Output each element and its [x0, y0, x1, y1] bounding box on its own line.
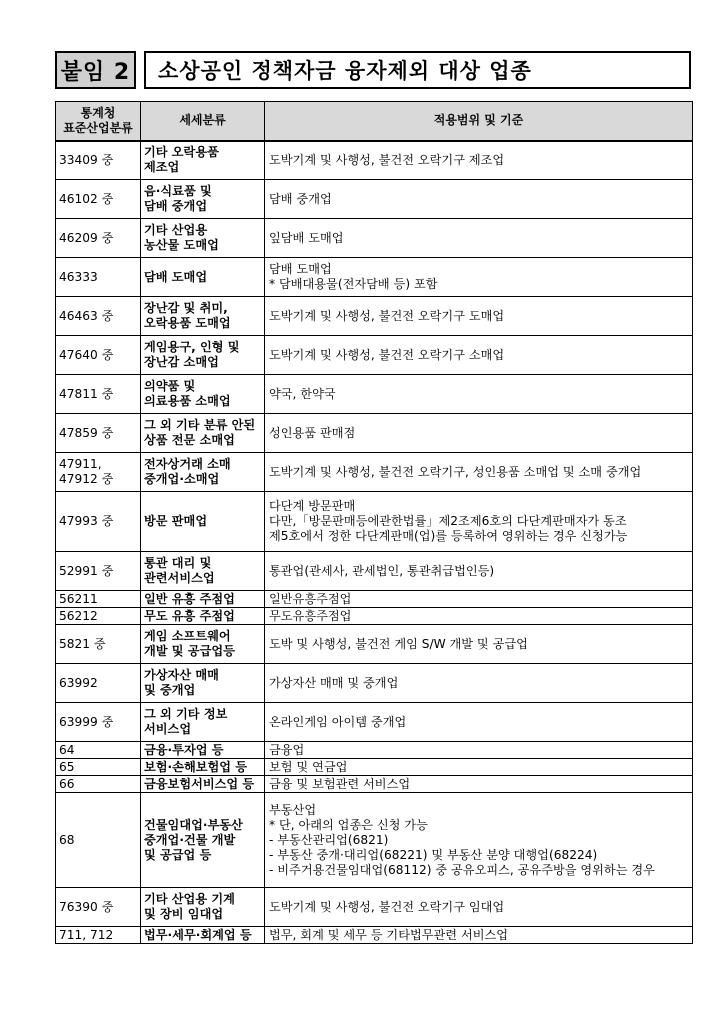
cell-code: 47859 중	[56, 414, 141, 453]
cell-criteria: 담배 중개업	[265, 180, 693, 219]
cell-classification: 장난감 및 취미, 오락용품 도매업	[141, 297, 265, 336]
cell-classification: 게임 소프트웨어 개발 및 공급업등	[141, 625, 265, 664]
cell-criteria: 법무, 회계 및 세무 등 기타법무관련 서비스업	[265, 927, 693, 944]
cell-criteria: 도박기계 및 사행성, 불건전 오락기구, 성인용품 소매업 및 소매 중개업	[265, 453, 693, 492]
cell-criteria: 약국, 한약국	[265, 375, 693, 414]
cell-criteria: 통관업(관세사, 관세법인, 통관취급법인등)	[265, 552, 693, 591]
table-row	[56, 141, 693, 180]
table-row	[56, 703, 693, 742]
cell-classification: 통관 대리 및 관련서비스업	[141, 552, 265, 591]
table-row	[56, 180, 693, 219]
cell-code: 46209 중	[56, 219, 141, 258]
col-header-code: 통계청 표준산업분류	[56, 102, 141, 141]
table-row	[56, 258, 693, 297]
table-row	[56, 297, 693, 336]
cell-criteria: 온라인게임 아이템 중개업	[265, 703, 693, 742]
cell-code: 47811 중	[56, 375, 141, 414]
table-row	[56, 375, 693, 414]
cell-criteria: 도박기계 및 사행성, 불건전 오락기구 임대업	[265, 888, 693, 927]
cell-code: 46102 중	[56, 180, 141, 219]
cell-criteria: 도박기계 및 사행성, 불건전 오락기구 도매업	[265, 297, 693, 336]
cell-code: 47640 중	[56, 336, 141, 375]
col-header-criteria: 적용범위 및 기준	[265, 102, 693, 141]
attachment-label: 붙임 2	[55, 51, 136, 89]
cell-classification: 그 외 기타 정보 서비스업	[141, 703, 265, 742]
cell-code: 46463 중	[56, 297, 141, 336]
cell-code: 68	[56, 793, 141, 888]
table-row	[56, 552, 693, 591]
cell-criteria: 보험 및 연금업	[265, 759, 693, 776]
excluded-industries-table	[55, 101, 693, 944]
table-row	[56, 219, 693, 258]
cell-code: 46333	[56, 258, 141, 297]
table-row	[56, 664, 693, 703]
cell-classification: 의약품 및 의료용품 소매업	[141, 375, 265, 414]
col-header-classification: 세세분류	[141, 102, 265, 141]
cell-code: 65	[56, 759, 141, 776]
cell-classification: 건물임대업·부동산 중개업·건물 개발 및 공급업 등	[141, 793, 265, 888]
cell-criteria: 금융 및 보험관련 서비스업	[265, 776, 693, 793]
cell-classification: 보험·손해보험업 등	[141, 759, 265, 776]
table-row	[56, 591, 693, 608]
cell-code: 76390 중	[56, 888, 141, 927]
table-row	[56, 776, 693, 793]
cell-criteria: 성인용품 판매점	[265, 414, 693, 453]
cell-classification: 음·식료품 및 담배 중개업	[141, 180, 265, 219]
cell-code: 64	[56, 742, 141, 759]
cell-criteria: 도박기계 및 사행성, 불건전 오락기구 제조업	[265, 141, 693, 180]
cell-criteria: 잎담배 도매업	[265, 219, 693, 258]
cell-classification: 게임용구, 인형 및 장난감 소매업	[141, 336, 265, 375]
cell-code: 56211	[56, 591, 141, 608]
cell-classification: 기타 오락용품 제조업	[141, 141, 265, 180]
cell-classification: 전자상거래 소매 중개업·소매업	[141, 453, 265, 492]
table-row	[56, 742, 693, 759]
cell-classification: 기타 산업용 농산물 도매업	[141, 219, 265, 258]
cell-code: 711, 712	[56, 927, 141, 944]
cell-code: 52991 중	[56, 552, 141, 591]
table-row	[56, 927, 693, 944]
cell-criteria: 도박기계 및 사행성, 불건전 오락기구 소매업	[265, 336, 693, 375]
cell-classification: 금융·투자업 등	[141, 742, 265, 759]
cell-criteria: 부동산업 * 단, 아래의 업종은 신청 가능 - 부동산관리업(6821) - 부동산 중개·대리업(68221) 및 부동산 분양 대행업(68224) - 비주거용건물임대업(68112) 중 공유오피스, 공유주방을 영위하는 경우	[265, 793, 693, 888]
table-row	[56, 625, 693, 664]
document-header	[55, 51, 691, 91]
cell-code: 33409 중	[56, 141, 141, 180]
cell-criteria: 가상자산 매매 및 중개업	[265, 664, 693, 703]
cell-code: 47911, 47912 중	[56, 453, 141, 492]
cell-code: 63992	[56, 664, 141, 703]
table-row	[56, 453, 693, 492]
cell-criteria: 일반유흥주점업	[265, 591, 693, 608]
cell-classification: 담배 도매업	[141, 258, 265, 297]
table-row	[56, 608, 693, 625]
cell-classification: 방문 판매업	[141, 492, 265, 552]
cell-classification: 금융보험서비스업 등	[141, 776, 265, 793]
cell-code: 47993 중	[56, 492, 141, 552]
cell-criteria: 다단계 방문판매 다만,「방문판매등에관한법률」제2조제6호의 다단계판매자가 동조 제5호에서 정한 다단계판매(업)를 등록하여 영위하는 경우 신청가능	[265, 492, 693, 552]
document-title: 소상공인 정책자금 융자제외 대상 업종	[144, 51, 691, 89]
cell-code: 66	[56, 776, 141, 793]
cell-criteria: 담배 도매업 * 담배대용물(전자담배 등) 포함	[265, 258, 693, 297]
cell-criteria: 금융업	[265, 742, 693, 759]
table-row	[56, 414, 693, 453]
cell-criteria: 무도유흥주점업	[265, 608, 693, 625]
table-row	[56, 336, 693, 375]
cell-classification: 그 외 기타 분류 안된 상품 전문 소매업	[141, 414, 265, 453]
cell-classification: 무도 유흥 주점업	[141, 608, 265, 625]
cell-code: 5821 중	[56, 625, 141, 664]
cell-criteria: 도박 및 사행성, 불건전 게임 S/W 개발 및 공급업	[265, 625, 693, 664]
table-row	[56, 492, 693, 552]
table-row	[56, 888, 693, 927]
cell-classification: 가상자산 매매 및 중개업	[141, 664, 265, 703]
cell-code: 56212	[56, 608, 141, 625]
cell-classification: 기타 산업용 기계 및 장비 임대업	[141, 888, 265, 927]
cell-code: 63999 중	[56, 703, 141, 742]
cell-classification: 일반 유흥 주점업	[141, 591, 265, 608]
table-row	[56, 759, 693, 776]
table-row	[56, 793, 693, 888]
cell-classification: 법무·세무·회계업 등	[141, 927, 265, 944]
